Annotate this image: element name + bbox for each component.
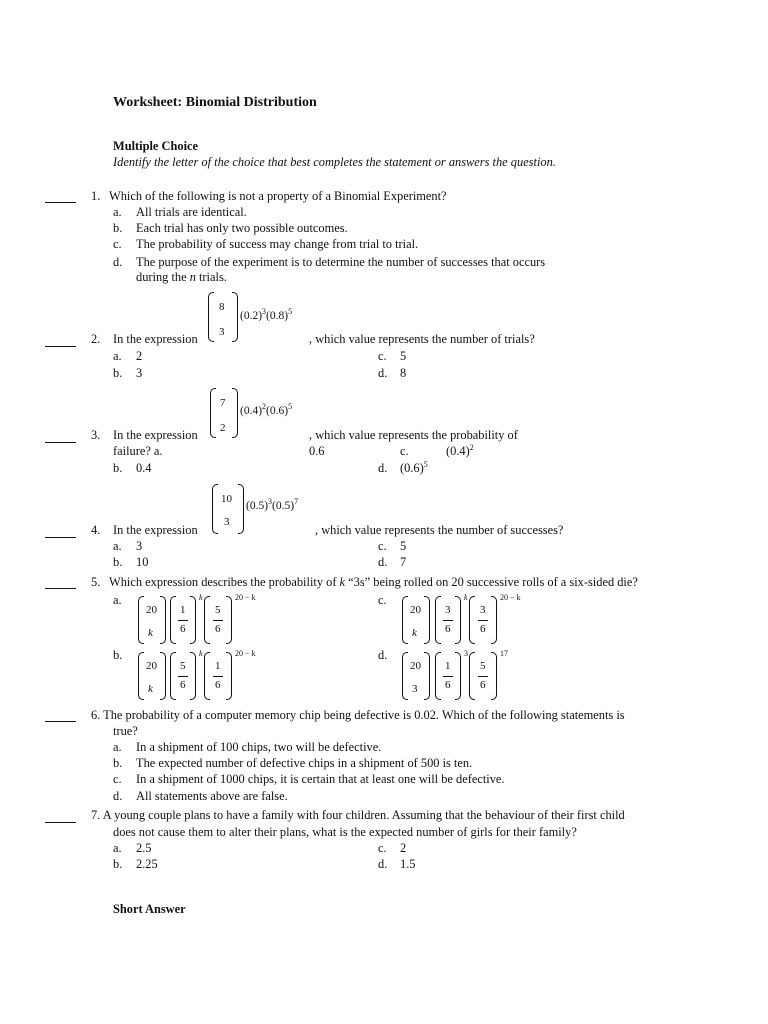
binomial-coefficient: 7 2 (210, 388, 238, 438)
exponent: k (199, 649, 203, 658)
fraction: 5 6 (469, 652, 497, 700)
question-number: 2. (91, 332, 101, 346)
question-3-text-cont: , which value represents the probability of (309, 428, 518, 442)
choice-text: 8 (400, 366, 407, 380)
choice-letter: b. (113, 461, 123, 475)
choice-letter: a. (113, 205, 122, 219)
choice-letter: c. (378, 539, 387, 553)
choice-text: 2.5 (136, 841, 152, 855)
choice-letter: a. (113, 740, 122, 754)
choice-letter: a. (113, 841, 122, 855)
answer-blank-2[interactable] (45, 346, 76, 347)
fraction: 1 6 (170, 596, 196, 644)
question-2-text-cont: , which value represents the number of trials? (309, 332, 535, 346)
choice-text: All trials are identical. (136, 205, 247, 219)
exponent: 20 − k (500, 593, 521, 602)
choice-text: Each trial has only two possible outcomes. (136, 221, 348, 235)
choice-letter: c. (113, 772, 122, 786)
choice-letter: a. (113, 349, 122, 363)
question-3-text-line2: failure? a. (113, 444, 163, 458)
choice-text: In a shipment of 1000 chips, it is certain that at least one will be defective. (136, 772, 505, 786)
choice-text: $(0.4)^2$ (446, 443, 474, 458)
choice-letter: d. (113, 255, 123, 269)
power-expression: $(0.2)^3(0.8)^5$ (240, 307, 293, 322)
choice-text: 7 (400, 555, 407, 569)
binomial-coefficient: 20 k (138, 596, 166, 644)
choice-text: 2.25 (136, 857, 158, 871)
choice-letter: b. (113, 756, 123, 770)
question-6-text-line2: true? (113, 724, 138, 738)
choice-letter: b. (113, 857, 123, 871)
choice-letter: d. (378, 648, 388, 662)
answer-blank-5[interactable] (45, 588, 76, 589)
choice-text: The probability of success may change from trial to trial. (136, 237, 419, 251)
answer-blank-1[interactable] (45, 202, 76, 203)
choice-letter: d. (378, 461, 388, 475)
choice-text: 3 (136, 539, 143, 553)
question-1-text: Which of the following is not a property of a Binomial Experiment? (109, 189, 447, 203)
choice-letter: b. (113, 366, 123, 380)
fraction: 3 6 (435, 596, 461, 644)
binomial-coefficient: 20 k (402, 596, 430, 644)
choice-letter: a. (113, 539, 122, 553)
choice-text: 0.4 (136, 461, 152, 475)
exponent: 3 (464, 649, 468, 658)
power-expression: $(0.4)^2(0.6)^5$ (240, 402, 293, 417)
binomial-coefficient: 20 3 (402, 652, 430, 700)
choice-text: 1.5 (400, 857, 416, 871)
choice-letter: c. (400, 444, 409, 458)
choice-text: In a shipment of 100 chips, two will be defective. (136, 740, 382, 754)
answer-blank-6[interactable] (45, 721, 76, 722)
choice-text: 5 (400, 539, 407, 553)
power-expression: $(0.5)^3(0.5)^7$ (246, 497, 299, 512)
binomial-coefficient: 10 3 (212, 484, 244, 534)
choice-letter: d. (378, 555, 388, 569)
question-4-text-cont: , which value represents the number of successes? (315, 523, 564, 537)
fraction: 5 6 (204, 596, 232, 644)
choice-text: The expected number of defective chips in a shipment of 500 is ten. (136, 756, 473, 770)
question-number: 3. (91, 428, 101, 442)
choice-letter: b. (113, 555, 123, 569)
choice-text: 0.6 (309, 444, 325, 458)
exponent: 20 − k (235, 593, 256, 602)
exponent: 17 (500, 649, 508, 658)
choice-letter: d. (113, 789, 123, 803)
choice-letter: c. (378, 841, 387, 855)
question-number: 5. (91, 575, 101, 589)
fraction: 1 6 (204, 652, 232, 700)
choice-text: 5 (400, 349, 407, 363)
question-3-text: In the expression (113, 428, 198, 442)
choice-letter: c. (378, 349, 387, 363)
exponent: k (464, 593, 468, 602)
question-5-text: Which expression describes the probability of k “3s” being rolled on 20 successive rolls of a six-sided die? (109, 575, 638, 589)
question-number: 1. (91, 189, 101, 203)
binomial-coefficient: 20 k (138, 652, 166, 700)
answer-blank-7[interactable] (45, 822, 76, 823)
question-7-text-line2: does not cause them to alter their plans, what is the expected number of girls for their family? (113, 825, 577, 839)
answer-blank-3[interactable] (45, 442, 76, 443)
choice-text: 10 (136, 555, 149, 569)
choice-text-continued: during the n trials. (136, 270, 227, 284)
fraction: 3 6 (469, 596, 497, 644)
choice-letter: d. (378, 366, 388, 380)
fraction: 1 6 (435, 652, 461, 700)
question-6-text: 6. The probability of a computer memory chip being defective is 0.02. Which of the following statements is (91, 708, 625, 722)
question-2-text: In the expression (113, 332, 198, 346)
choice-letter: d. (378, 857, 388, 871)
choice-text: 2 (136, 349, 143, 363)
question-4-text: In the expression (113, 523, 198, 537)
section-instructions: Identify the letter of the choice that best completes the statement or answers the question. (113, 155, 556, 169)
section-heading-short-answer: Short Answer (113, 902, 186, 916)
binomial-coefficient: 8 3 (208, 292, 238, 342)
choice-letter: b. (113, 221, 123, 235)
choice-text: The purpose of the experiment is to determine the number of successes that occurs (136, 255, 546, 269)
choice-text: 2 (400, 841, 407, 855)
answer-blank-4[interactable] (45, 537, 76, 538)
choice-text: 3 (136, 366, 143, 380)
question-number: 4. (91, 523, 101, 537)
choice-text: $(0.6)^5$ (400, 460, 428, 475)
question-7-text: 7. A young couple plans to have a family with four children. Assuming that the behaviour of their first child (91, 808, 625, 822)
choice-letter: c. (378, 593, 387, 607)
worksheet-title: Worksheet: Binomial Distribution (113, 95, 317, 110)
choice-text: All statements above are false. (136, 789, 288, 803)
exponent: 20 − k (235, 649, 256, 658)
choice-letter: a. (113, 593, 122, 607)
section-heading-multiple-choice: Multiple Choice (113, 139, 199, 153)
fraction: 5 6 (170, 652, 196, 700)
exponent: k (199, 593, 203, 602)
choice-letter: b. (113, 648, 123, 662)
choice-letter: c. (113, 237, 122, 251)
